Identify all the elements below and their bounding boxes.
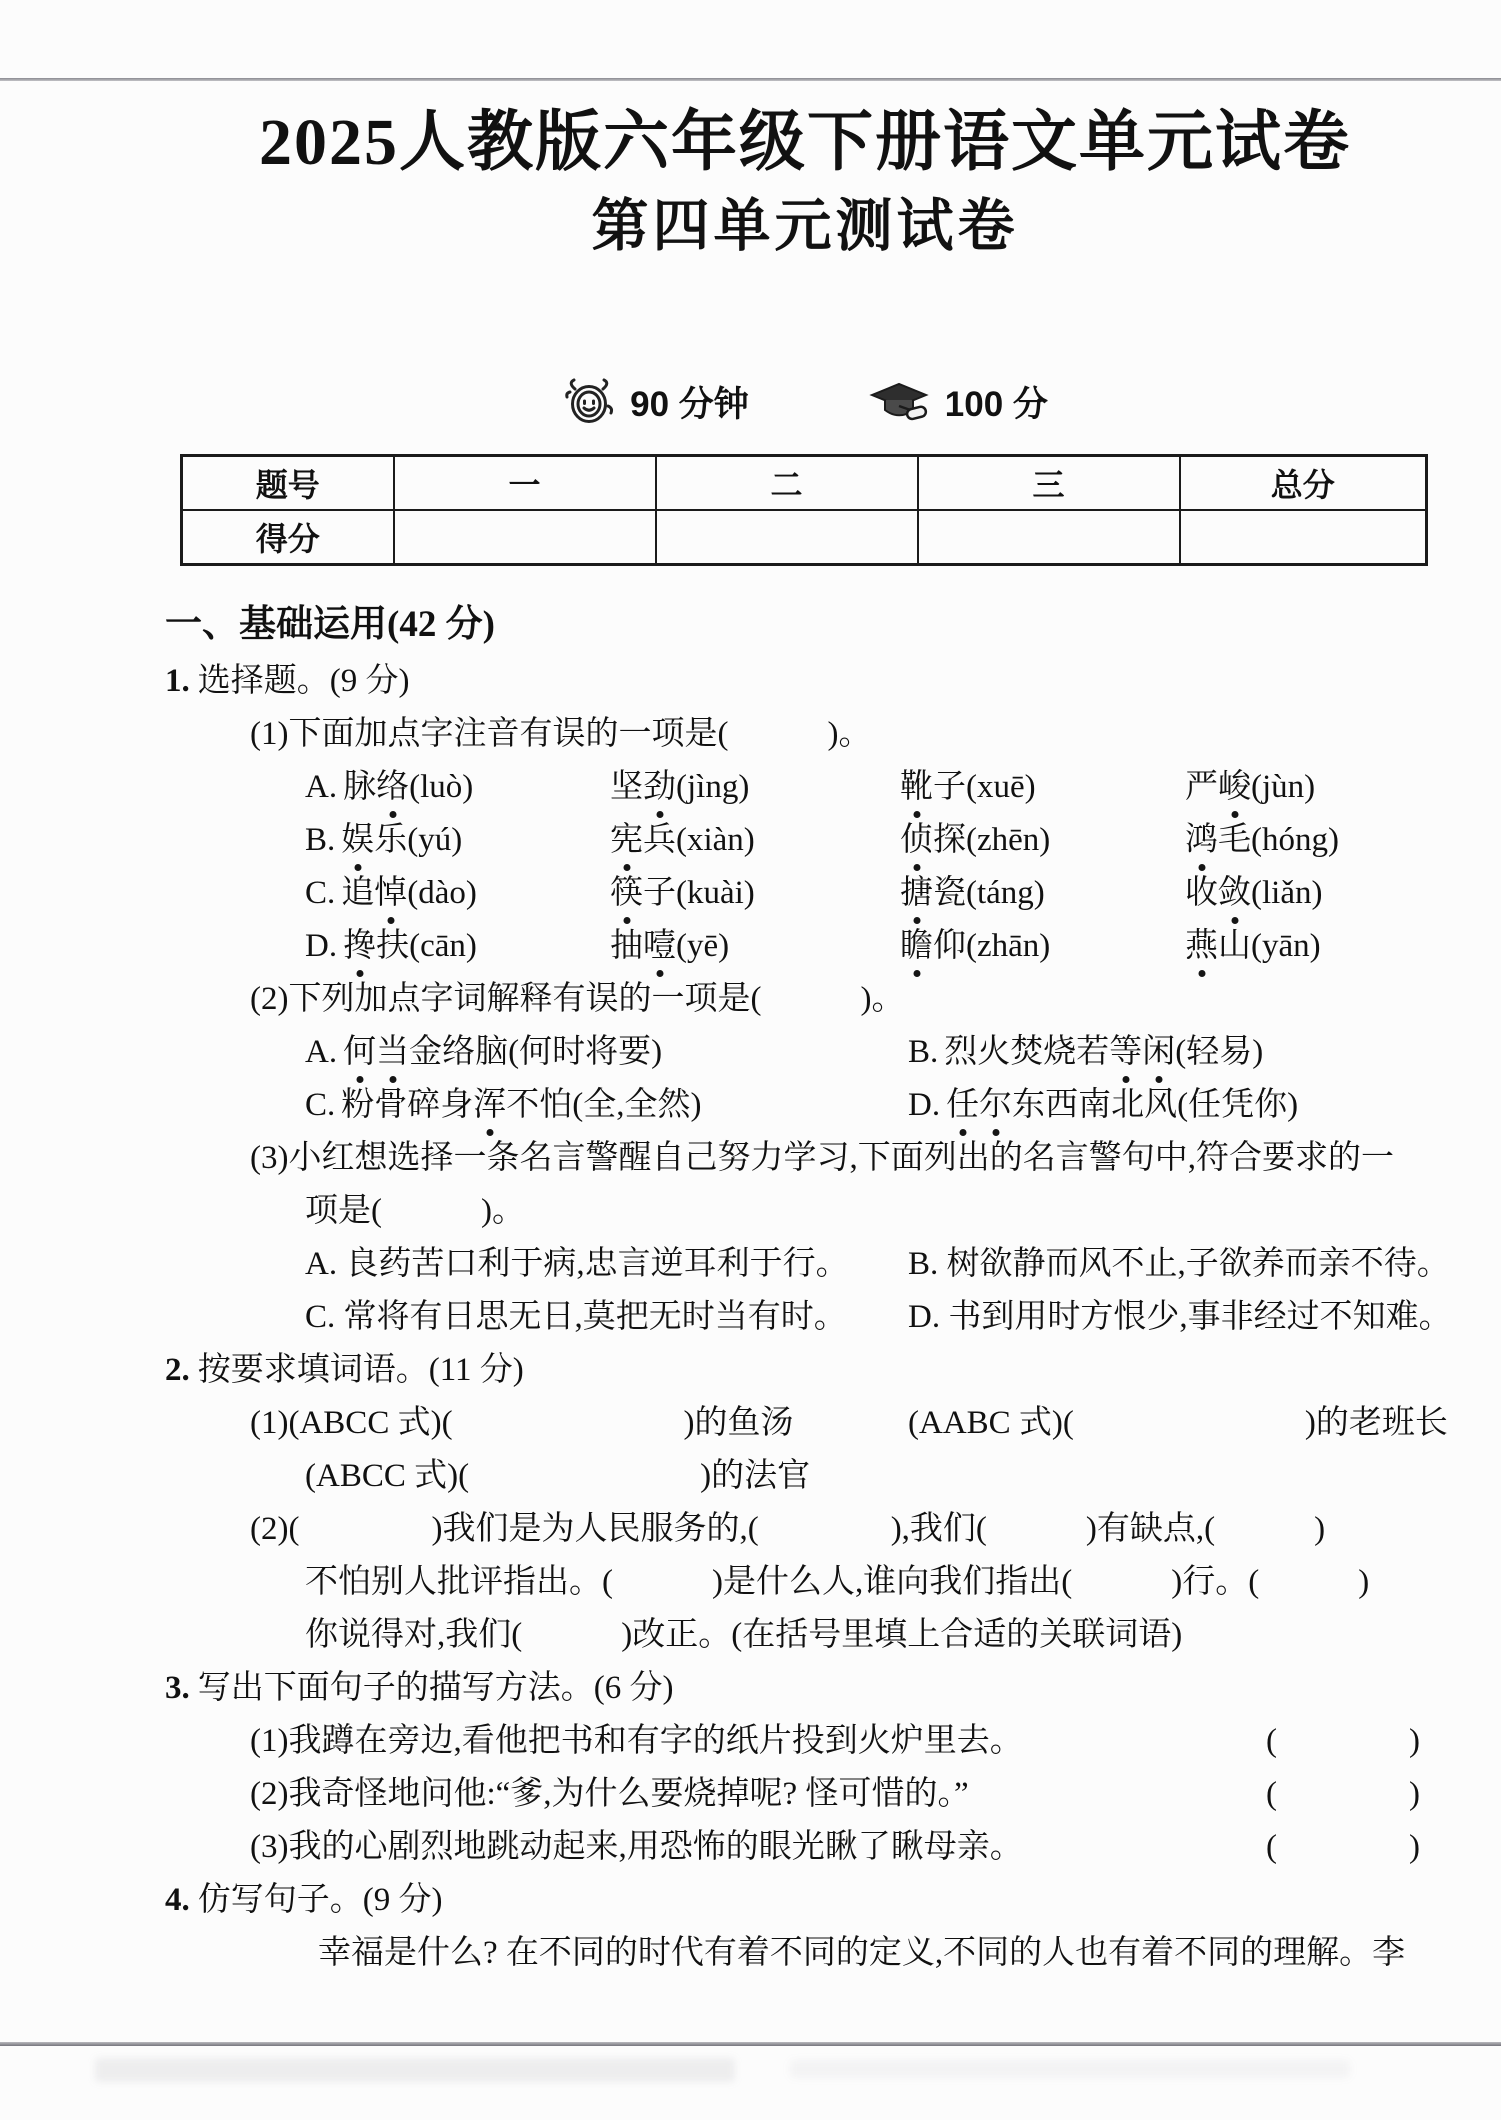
option-row xyxy=(165,1085,1445,1125)
score-header-row xyxy=(182,456,1427,511)
dotted-character: 搪 xyxy=(900,875,933,911)
annotated-word: 抽噎(yē) xyxy=(610,928,730,964)
option-letter: B. xyxy=(908,1034,939,1070)
question3-title xyxy=(165,1668,1445,1708)
annotated-word: 燕山(yān) xyxy=(1185,928,1321,964)
option-row xyxy=(165,1244,1450,1284)
q3-sentence: (1)我蹲在旁边,看他把书和有字的纸片投到火炉里去。 xyxy=(250,1723,1023,1759)
q3-sentence: (3)我的心剧烈地跳动起来,用恐怖的眼光瞅了瞅母亲。 xyxy=(250,1829,1023,1865)
q2-sub1-right: (AABC 式)( )的老班长 xyxy=(908,1405,1448,1441)
q2-sub2-line3: 你说得对,我们( )改正。(在括号里填上合适的关联词语) xyxy=(305,1617,1183,1653)
dotted-character: 何 xyxy=(343,1034,377,1070)
q2-sub1-left: (1)(ABCC 式)( )的鱼汤 xyxy=(250,1405,794,1441)
next-page-ghost-text xyxy=(790,2060,1350,2078)
score-column-header: 一 xyxy=(394,456,656,511)
option-letter: D. xyxy=(908,1087,941,1123)
dotted-character: 络 xyxy=(376,769,410,805)
q1-sub3-rows xyxy=(165,1244,1452,1337)
annotated-word: 严峻(jùn) xyxy=(1185,769,1316,805)
dotted-character: 敛 xyxy=(1218,875,1251,911)
total-score-label: 100 分 xyxy=(944,385,1048,424)
q1-sub1-rows xyxy=(165,767,1445,966)
annotated-word: A. 何当金络脑(何时将要) xyxy=(305,1034,663,1070)
score-table-corner-label: 题号 xyxy=(182,456,394,511)
annotated-word: C. 粉骨碎身浑不怕(全,全然) xyxy=(305,1087,702,1123)
section1-heading: 一、基础运用(42 分) xyxy=(165,604,495,645)
score-blank-cell xyxy=(918,510,1180,565)
dotted-character: 劲 xyxy=(643,769,676,805)
dotted-character: 娱 xyxy=(341,822,375,858)
score-table xyxy=(180,454,1428,566)
dotted-character: 等 xyxy=(1109,1034,1143,1070)
option-letter: B. xyxy=(305,822,336,858)
page-bottom-rule xyxy=(0,2042,1501,2046)
question3-label: 写出下面句子的描写方法。(6 分) xyxy=(197,1670,674,1706)
page-top-rule xyxy=(0,78,1501,81)
alarm-clock-icon xyxy=(562,376,616,428)
annotated-word: 宪兵(xiàn) xyxy=(610,822,755,858)
question3-number: 3. xyxy=(165,1670,190,1706)
q1-sub3-prompt-line2: 项是( )。 xyxy=(305,1193,525,1229)
page-subtitle: 第四单元测试卷 xyxy=(591,195,1019,258)
option-row xyxy=(165,820,1445,860)
score-blank-cell xyxy=(394,510,656,565)
annotated-word: 收敛(liǎn) xyxy=(1185,875,1323,911)
annotated-word: 鸿毛(hóng) xyxy=(1185,822,1339,858)
annotated-word: 靴子(xuē) xyxy=(900,769,1036,805)
dotted-character: 搀 xyxy=(343,928,377,964)
question1-title xyxy=(165,661,1445,701)
duration-item xyxy=(562,376,749,428)
q2-sub1-row1 xyxy=(165,1403,1448,1443)
answer-bracket: ( ) xyxy=(1266,1776,1420,1812)
option-row xyxy=(165,926,1445,966)
dotted-character: 燕 xyxy=(1185,928,1218,964)
dotted-character: 筷 xyxy=(610,875,643,911)
dotted-character: 尔 xyxy=(979,1087,1013,1123)
exam-sheet xyxy=(165,90,1452,1973)
dotted-character: 浑 xyxy=(473,1087,507,1123)
annotated-word: 筷子(kuài) xyxy=(610,875,755,911)
option-text: A. 良药苦口利于病,忠言逆耳利于行。 xyxy=(305,1246,849,1282)
option-row xyxy=(165,1032,1445,1072)
option-letter: A. xyxy=(305,769,338,805)
score-blank-cell xyxy=(1180,510,1427,565)
annotated-word: 坚劲(jìng) xyxy=(610,769,750,805)
annotated-word: B. 烈火焚烧若等闲(轻易) xyxy=(908,1034,1264,1070)
q3-item xyxy=(165,1721,1445,1761)
option-row xyxy=(165,767,1445,807)
question4-label: 仿写句子。(9 分) xyxy=(197,1882,443,1918)
score-blank-cell xyxy=(656,510,918,565)
page-title: 2025人教版六年级下册语文单元试卷 xyxy=(259,106,1351,179)
option-row xyxy=(165,1297,1452,1337)
option-letter: C. xyxy=(305,1087,336,1123)
annotated-word: 搪瓷(táng) xyxy=(900,875,1045,911)
dotted-character: 悼 xyxy=(374,875,408,911)
q1-sub3-prompt-line1: (3)小红想选择一条名言警醒自己努力学习,下面列出的名言警句中,符合要求的一 xyxy=(250,1140,1394,1176)
option-letter: A. xyxy=(305,1034,338,1070)
option-row xyxy=(165,873,1445,913)
q3-item xyxy=(165,1774,1445,1814)
question4-number: 4. xyxy=(165,1882,190,1918)
option-letter: C. xyxy=(305,875,336,911)
dotted-character: 峻 xyxy=(1218,769,1251,805)
q1-sub2-prompt: (2)下列加点字词解释有误的一项是( )。 xyxy=(250,981,905,1017)
dotted-character: 任 xyxy=(946,1087,980,1123)
annotated-word: D. 搀扶(cān) xyxy=(305,928,477,964)
question4-title xyxy=(165,1880,1445,1920)
option-text: B. 树欲静而风不止,子欲养而亲不待。 xyxy=(908,1246,1450,1282)
next-page-ghost-text xyxy=(95,2058,735,2082)
option-letter: D. xyxy=(305,928,338,964)
question2-label: 按要求填词语。(11 分) xyxy=(197,1352,524,1388)
answer-bracket: ( ) xyxy=(1266,1829,1420,1865)
dotted-character: 闲 xyxy=(1142,1034,1176,1070)
dotted-character: 噎 xyxy=(643,928,676,964)
annotated-word: D. 任尔东西南北风(任凭你) xyxy=(908,1087,1299,1123)
score-blank-row xyxy=(182,510,1427,565)
dotted-character: 当 xyxy=(376,1034,410,1070)
score-row-label: 得分 xyxy=(182,510,394,565)
annotated-word: 侦探(zhēn) xyxy=(900,822,1051,858)
annotated-word: B. 娱乐(yú) xyxy=(305,822,463,858)
dotted-character: 靴 xyxy=(900,769,933,805)
answer-bracket: ( ) xyxy=(1266,1723,1420,1759)
q1-sub2-rows xyxy=(165,1032,1445,1125)
graduation-cap-icon xyxy=(869,379,931,425)
score-column-header: 总分 xyxy=(1180,456,1427,511)
option-text: C. 常将有日思无日,莫把无时当有时。 xyxy=(305,1299,847,1335)
question1-label: 选择题。(9 分) xyxy=(197,663,410,699)
q3-sentence: (2)我奇怪地问他:“爹,为什么要烧掉呢? 怪可惜的。” xyxy=(250,1776,969,1812)
question2-title xyxy=(165,1350,1445,1390)
annotated-word: 瞻仰(zhān) xyxy=(900,928,1051,964)
q2-sub2-line1: (2)( )我们是为人民服务的,( ),我们( )有缺点,( ) xyxy=(250,1511,1326,1547)
duration-label: 90 分钟 xyxy=(630,385,749,424)
q2-sub1-row2: (ABCC 式)( )的法官 xyxy=(305,1458,811,1494)
q1-sub1-prompt: (1)下面加点字注音有误的一项是( )。 xyxy=(250,716,872,752)
score-column-header: 二 xyxy=(656,456,918,511)
dotted-character: 鸿 xyxy=(1185,822,1218,858)
q3-item xyxy=(165,1827,1445,1867)
annotated-word: C. 追悼(dào) xyxy=(305,875,477,911)
option-text: D. 书到用时方恨少,事非经过不知难。 xyxy=(908,1299,1452,1335)
dotted-character: 瞻 xyxy=(900,928,933,964)
dotted-character: 宪 xyxy=(610,822,643,858)
exam-meta xyxy=(165,376,1445,428)
score-column-header: 三 xyxy=(918,456,1180,511)
annotated-word: A. 脉络(luò) xyxy=(305,769,474,805)
dotted-character: 侦 xyxy=(900,822,933,858)
q4-paragraph: 幸福是什么? 在不同的时代有着不同的定义,不同的人也有着不同的理解。李 xyxy=(318,1935,1406,1971)
total-score-item xyxy=(869,377,1048,427)
question2-number: 2. xyxy=(165,1352,190,1388)
q2-sub2-line2: 不怕别人批评指出。( )是什么人,谁向我们指出( )行。( ) xyxy=(305,1564,1370,1600)
q3-items xyxy=(165,1721,1445,1867)
question1-number: 1. xyxy=(165,663,190,699)
